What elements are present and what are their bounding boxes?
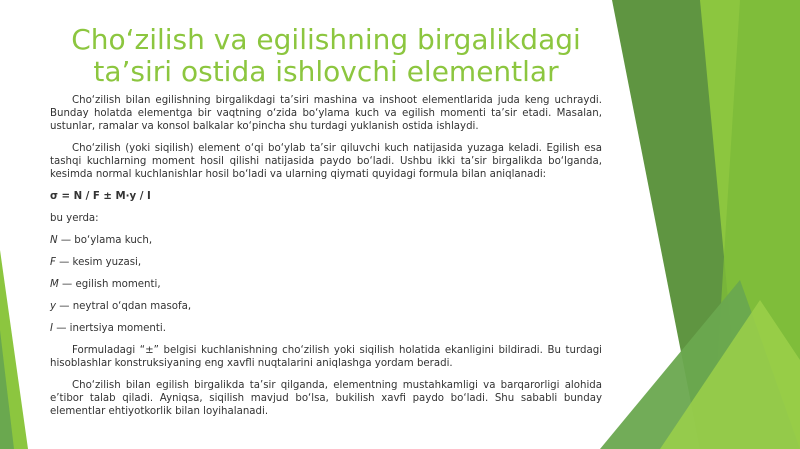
definition-item xyxy=(50,300,602,313)
slide-content xyxy=(50,24,602,427)
definition-text: — inertsiya momenti. xyxy=(53,323,166,334)
title-line-1: Cho‘zilish va egilishning birgalikdagi xyxy=(71,23,581,56)
where-label: bu yerda: xyxy=(50,213,99,224)
definition-item xyxy=(50,256,602,269)
formula: σ = N / F ± M·y / I xyxy=(50,191,151,202)
slide-title xyxy=(50,24,602,88)
definition-symbol: y xyxy=(50,301,57,312)
paragraph-explanation: Cho‘zilish (yoki siqilish) element o‘qi bo‘ylab ta’sir qiluvchi kuch natijasida yuzaga keladi. Egilish esa tashqi kuchlarning moment hosil qilishi natijasida paydo bo‘ladi. Ushbu ikki ta’sir birgalikda bo‘lganda, kesimda normal kuchlanishlar hosil bo‘ladi va ularning qiymati quyidagi formula bilan aniqlanadi: xyxy=(50,143,602,180)
definition-text: — bo‘ylama kuch, xyxy=(57,235,153,246)
definition-symbol: F xyxy=(50,257,56,268)
paragraph-conclusion: Cho‘zilish bilan egilish birgalikda ta’sir qilganda, elementning mustahkamligi va barqarorligi alohida e’tibor talab qiladi. Ayniqsa, siqilish mavjud bo‘lsa, bukilish xavfi paydo bo‘ladi. Shu sababli bunday elementlar ehtiyotkorlik bilan loyihalanadi. xyxy=(50,380,602,417)
definition-text: — neytral o‘qdan masofa, xyxy=(56,301,192,312)
slide-body xyxy=(50,94,602,418)
definition-item xyxy=(50,322,602,335)
definition-symbol: I xyxy=(50,323,54,334)
definition-symbol: M xyxy=(50,279,59,290)
title-line-2: ta’siri ostida ishlovchi elementlar xyxy=(93,55,559,88)
definition-text: — kesim yuzasi, xyxy=(55,257,142,268)
definition-item xyxy=(50,234,602,247)
paragraph-sign-meaning: Formuladagi “±” belgisi kuchlanishning cho‘zilish yoki siqilish holatida ekanligini bildiradi. Bu turdagi hisoblashlar konstruksiyaning eng xavfli nuqtalarini aniqlashga yordam beradi. xyxy=(50,345,602,369)
definition-symbol: N xyxy=(50,235,58,246)
paragraph-intro: Cho‘zilish bilan egilishning birgalikdagi ta’siri mashina va inshoot elementlarida juda keng uchraydi. Bunday holatda elementga bir vaqtning o‘zida bo‘ylama kuch va egilish momenti ta’sir etadi. Masalan, ustunlar, ramalar va konsol balkalar ko‘pincha shu turdagi yuklanish ostida ishlaydi. xyxy=(50,95,602,132)
definition-item xyxy=(50,278,602,291)
definition-text: — egilish momenti, xyxy=(58,279,161,290)
